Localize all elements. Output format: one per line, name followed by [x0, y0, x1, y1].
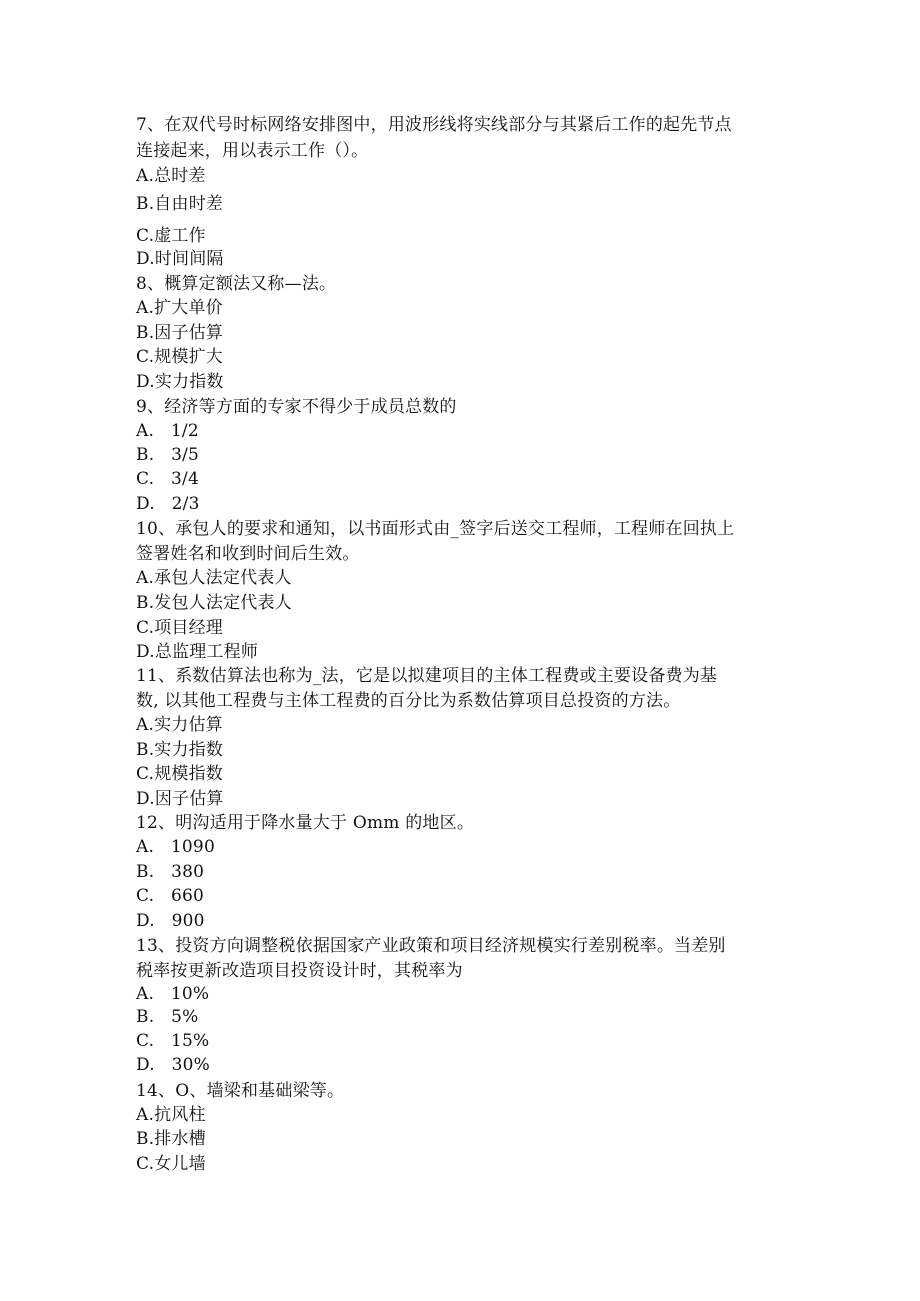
question-11-option-b: B.实力指数	[136, 740, 224, 760]
question-11-option-a: A.实力估算	[136, 715, 223, 735]
question-8-stem-line-1: 8、概算定额法又称—法。	[136, 274, 337, 294]
question-8-option-d: D.实力指数	[136, 372, 224, 392]
question-12-option-c: C. 660	[136, 886, 205, 906]
question-7-option-c: C.虚工作	[136, 226, 206, 246]
question-9-option-b: B. 3/5	[136, 445, 200, 465]
question-10-option-c: C.项目经理	[136, 618, 224, 638]
question-10-option-b: B.发包人法定代表人	[136, 593, 292, 613]
question-13-option-a: A. 10%	[136, 984, 210, 1004]
question-11-option-d: D.因子估算	[136, 789, 224, 809]
question-8-option-a: A.扩大单价	[136, 298, 223, 318]
question-12-option-a: A. 1090	[136, 837, 215, 857]
question-10-stem-line-1: 10、承包人的要求和通知，以书面形式由_签字后送交工程师，工程师在回执上	[136, 519, 735, 539]
question-10-stem-line-2: 签署姓名和收到时间后生效。	[136, 544, 360, 564]
question-7-option-d: D.时间间隔	[136, 249, 224, 269]
question-14-option-c: C.女儿墙	[136, 1154, 206, 1174]
question-13-stem-line-1: 13、投资方向调整税依据国家产业政策和项目经济规模实行差别税率。当差别	[136, 936, 726, 956]
question-12-stem-line-1: 12、明沟适用于降水量大于 Omm 的地区。	[136, 813, 475, 833]
question-7-stem-line-1: 7、在双代号时标网络安排图中，用波形线将实线部分与其紧后工作的起先节点	[136, 115, 732, 135]
question-7-option-b: B.自由时差	[136, 194, 224, 214]
question-13-option-c: C. 15%	[136, 1031, 210, 1051]
question-12-option-d: D. 900	[136, 911, 205, 931]
question-14-stem-line-1: 14、O、墙梁和基础梁等。	[136, 1081, 345, 1101]
question-14-option-b: B.排水槽	[136, 1129, 206, 1149]
question-7-option-a: A.总时差	[136, 166, 206, 186]
question-8-option-b: B.因子估算	[136, 323, 224, 343]
question-11-stem-line-1: 11、系数估算法也称为_法，它是以拟建项目的主体工程费或主要设备费为基	[136, 666, 718, 686]
question-11-option-c: C.规模指数	[136, 764, 224, 784]
question-10-option-d: D.总监理工程师	[136, 642, 259, 662]
question-7-stem-line-2: 连接起来，用以表示工作（）。	[136, 141, 369, 161]
question-9-stem-line-1: 9、经济等方面的专家不得少于成员总数的	[136, 397, 457, 417]
question-10-option-a: A.承包人法定代表人	[136, 568, 292, 588]
question-11-stem-line-2: 数, 以其他工程费与主体工程费的百分比为系数估算项目总投资的方法。	[136, 691, 681, 711]
question-8-option-c: C.规模扩大	[136, 347, 224, 367]
question-9-option-d: D. 2/3	[136, 494, 200, 514]
question-14-option-a: A.抗风柱	[136, 1105, 206, 1125]
question-13-stem-line-2: 税率按更新改造项目投资设计时，其税率为	[136, 961, 463, 981]
question-9-option-c: C. 3/4	[136, 469, 199, 489]
question-13-option-d: D. 30%	[136, 1055, 211, 1075]
question-9-option-a: A. 1/2	[136, 421, 199, 441]
question-13-option-b: B. 5%	[136, 1007, 199, 1027]
question-12-option-b: B. 380	[136, 862, 205, 882]
